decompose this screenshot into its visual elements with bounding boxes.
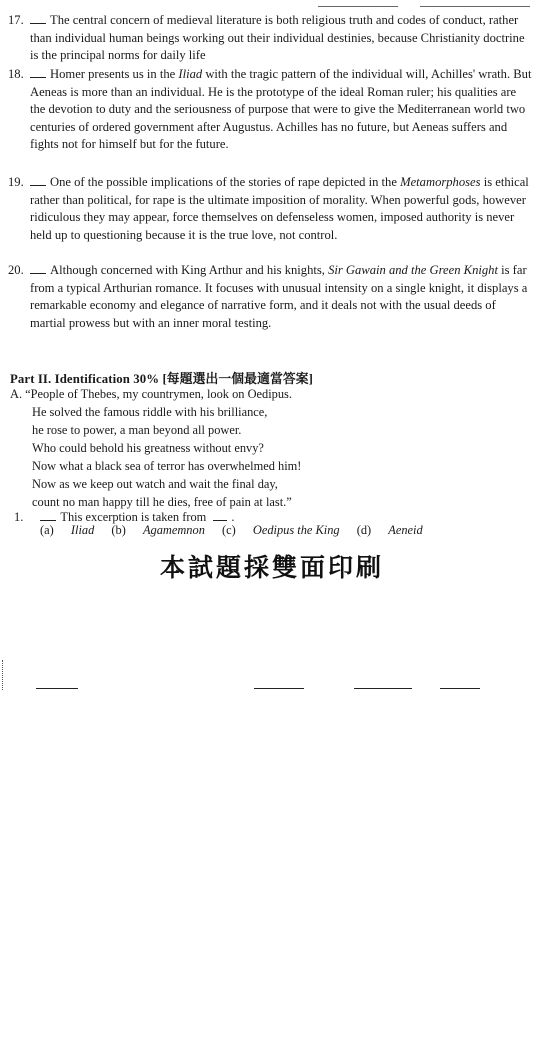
- top-rule: [318, 6, 398, 7]
- question-text: Although concerned with King Arthur and his knights, Sir Gawain and the Green Knight is far from a typical Arthurian romance. It focuses with unusual intensity on a single knight, it displays a remarkable economy and elegance of narrative form, and it deals not with the usual deeds of martial prowess but with an inner moral testing.: [30, 263, 528, 330]
- option-a: (a) Iliad: [40, 523, 95, 537]
- bottom-rule: [440, 688, 480, 689]
- question-17: [8, 12, 532, 65]
- question-20: [8, 262, 532, 332]
- passage-line: Now what a black sea of terror has overwhelmed him!: [32, 459, 302, 473]
- passage-line: count no man happy till he dies, free of pain at last.”: [32, 495, 292, 509]
- quoted-passage: [10, 385, 301, 511]
- option-d: (d) Aeneid: [356, 523, 423, 537]
- answer-blank: [213, 509, 227, 521]
- passage-line: He solved the famous riddle with his brilliance,: [32, 405, 268, 419]
- question-19: [8, 174, 532, 244]
- answer-blank: [30, 66, 46, 78]
- question-text: This excerption is taken from: [60, 510, 207, 524]
- passage-line: Who could behold his greatness without envy?: [32, 441, 264, 455]
- question-text: One of the possible implications of the stories of rape depicted in the Metamorphoses is ethical rather than political, for rape is the ultimate imposition of morality. When powerful gods, however ridiculous they may appear, force themselves on defenseless women, imposed authority is never held up to questioning because it is the true love, not control.: [30, 175, 529, 242]
- scan-artifact: [2, 660, 7, 690]
- answer-options: [40, 523, 437, 538]
- question-1: 1. This excerption is taken from .: [14, 510, 235, 524]
- question-text: The central concern of medieval literature is both religious truth and codes of conduct, rather than individual human beings working out their individual destinies, because Christianity doctrine is the principal norms for daily life: [30, 13, 525, 63]
- option-c: (c) Oedipus the King: [222, 523, 340, 537]
- top-rule: [420, 6, 530, 7]
- answer-blank: [30, 12, 46, 24]
- question-number: 1.: [14, 510, 24, 524]
- question-number: 18.: [8, 67, 24, 81]
- bottom-rule: [36, 688, 78, 689]
- double-sided-print-note: 本試題採雙面印刷: [160, 553, 385, 582]
- passage-line: A. “People of Thebes, my countrymen, look on Oedipus.: [10, 387, 292, 401]
- question-number: 17.: [8, 13, 24, 27]
- part-title: Part II. Identification 30% [每題選出一個最適當答案]: [10, 372, 314, 386]
- answer-blank: [30, 174, 46, 186]
- answer-blank: [40, 509, 56, 521]
- passage-line: Now as we keep out watch and wait the final day,: [32, 477, 278, 491]
- question-number: 19.: [8, 175, 24, 189]
- passage-line: he rose to power, a man beyond all power.: [32, 423, 242, 437]
- option-b: (b) Agamemnon: [111, 523, 205, 537]
- answer-blank: [30, 262, 46, 274]
- question-18: [8, 66, 532, 154]
- bottom-rule: [354, 688, 412, 689]
- question-text: Homer presents us in the Iliad with the tragic pattern of the individual will, Achilles' wrath. But Aeneas is more than an individual. He is the prototype of the ideal Roman ruler; his qualities are the devotion to duty and the seriousness of purpose that were to give the Mediterranean world two centuries of ordered government after Augustus. Achilles has no future, but Aeneas suffers and fights not for himself but for the future.: [30, 67, 532, 152]
- question-number: 20.: [8, 263, 24, 277]
- bottom-rule: [254, 688, 304, 689]
